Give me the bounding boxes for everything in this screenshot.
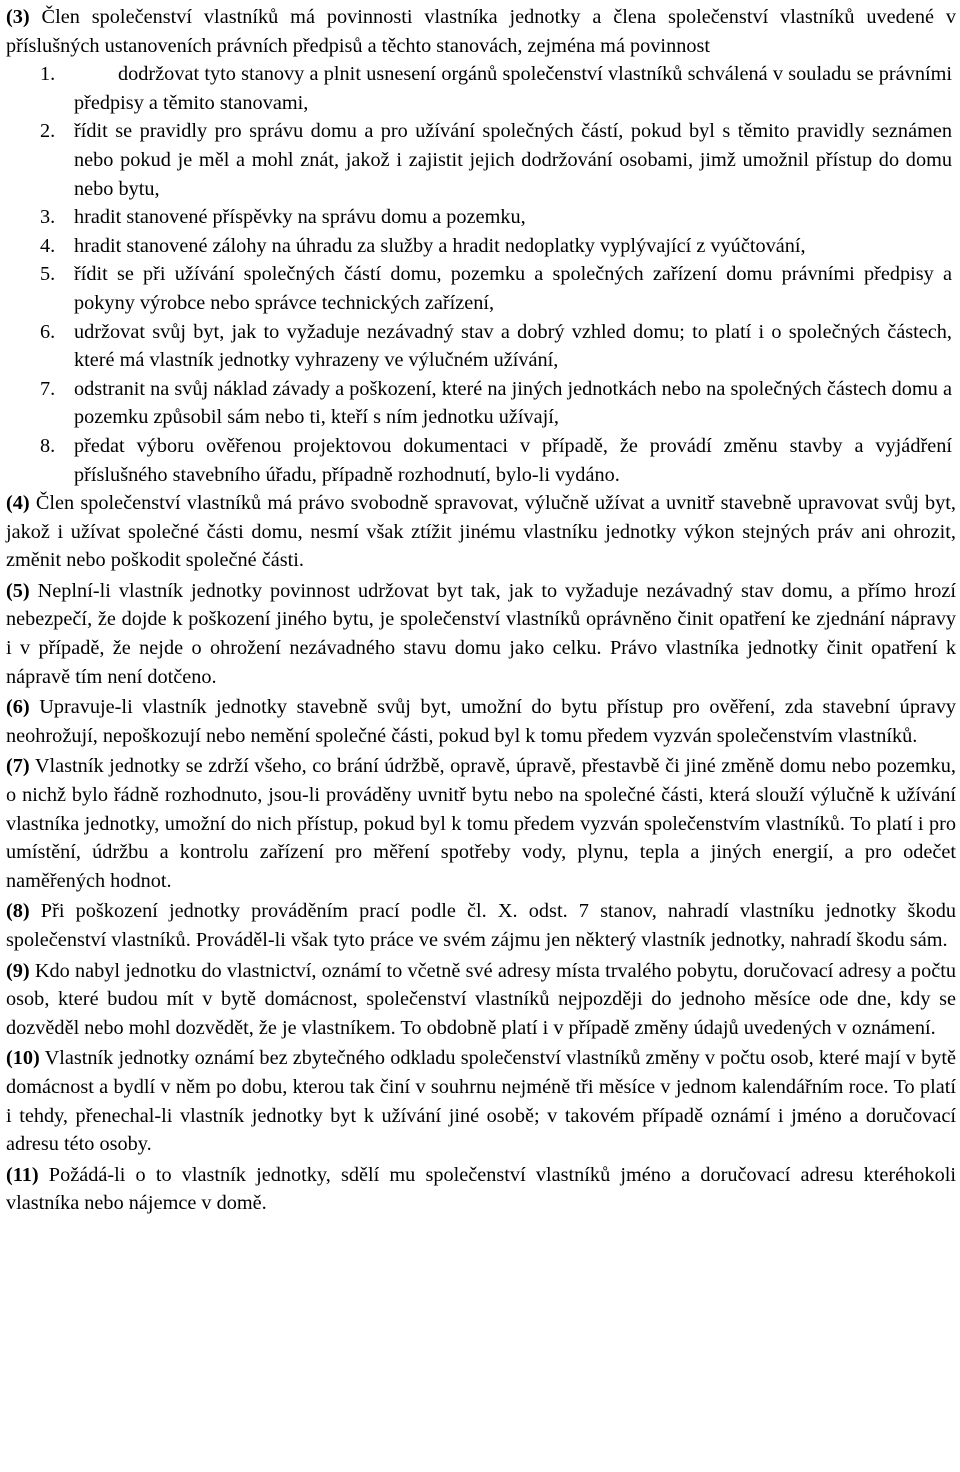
- list-item-6: [6, 318, 956, 375]
- paragraph-6: [6, 693, 956, 750]
- list-item-number: 5.: [40, 263, 56, 286]
- paragraph-10: [6, 1044, 956, 1158]
- list-item-text: řídit se při užívání společných částí domu, pozemku a společných zařízení domu právními předpisy a pokyny výrobce nebo správce technických zařízení,: [74, 263, 952, 314]
- paragraph-9: [6, 957, 956, 1043]
- list-item-text: odstranit na svůj náklad závady a poškození, které na jiných jednotkách nebo na společných částech domu a pozemku způsobil sám nebo ti, kteří s ním jednotku užívají,: [74, 377, 952, 429]
- list-item-number: 6.: [40, 320, 56, 343]
- list-item-number: 1.: [40, 63, 56, 86]
- paragraph-number: (6): [6, 696, 30, 719]
- paragraph-number: (9): [6, 959, 30, 982]
- paragraph-text: Při poškození jednotky prováděním prací podle čl. X. odst. 7 stanov, nahradí vlastníku jednotky škodu společenství vlastníků. Prováděl-li však tyto práce ve svém zájmu jen některý vlastník jednotky, nahradí škodu sám.: [6, 900, 956, 951]
- paragraph-5: [6, 577, 956, 691]
- paragraph-text: Upravuje-li vlastník jednotky stavebně svůj byt, umožní do bytu přístup pro ověření, zda stavební úpravy neohrožují, nepoškozují nebo nemění společné části, pokud byl k tomu předem vyzván společenstvím vlastníků.: [6, 696, 956, 747]
- list-item-text-content: dodržovat tyto stanovy a plnit usnesení orgánů společenství vlastníků schválená v souladu se právními předpisy a těmito stanovami,: [74, 63, 952, 114]
- list-item-2: [6, 117, 956, 203]
- obligations-list: [6, 60, 956, 489]
- list-item-number: 2.: [40, 120, 56, 143]
- list-item-7: [6, 375, 956, 432]
- paragraph-11: [6, 1161, 956, 1218]
- list-item-text: řídit se pravidly pro správu domu a pro užívání společných částí, pokud byl s těmito pravidly seznámen nebo pokud je měl a mohl znát, jakož i zajistit jejich dodržování osobami, jimž umožnil přístup do domu nebo bytu,: [74, 120, 952, 200]
- paragraph-3: [6, 3, 956, 60]
- list-item-number: 7.: [40, 377, 56, 400]
- list-item-number: 8.: [40, 434, 56, 457]
- paragraph-number: (7): [6, 755, 30, 778]
- list-item-text: hradit stanovené zálohy na úhradu za služby a hradit nedoplatky vyplývající z vyúčtování,: [74, 234, 806, 257]
- paragraph-text: Neplní-li vlastník jednotky povinnost udržovat byt tak, jak to vyžaduje nezávadný stav domu, a přímo hrozí nebezpečí, že dojde k poškození jiného bytu, je společenství vlastníků oprávněno činit opatření ke zjednání nápravy i v případě, že nejde o ohrožení nezávadného stavu domu jako celku. Právo vlastníka jednotky činit opatření k nápravě tím není dotčeno.: [6, 579, 956, 688]
- paragraph-8: [6, 897, 956, 954]
- list-item-4: [6, 232, 956, 261]
- paragraph-number: (8): [6, 900, 30, 923]
- list-item-1: [6, 60, 956, 117]
- paragraph-text: Vlastník jednotky oznámí bez zbytečného odkladu společenství vlastníků změny v počtu osob, které mají v bytě domácnost a bydlí v něm po dobu, kterou tak činí v souhrnu nejméně tři měsíce v jednom kalendářním roce. To platí i tehdy, přenechal-li vlastník jednotky byt k užívání jiné osobě; v takovém případě oznámí i jméno a doručovací adresu této osoby.: [6, 1047, 956, 1156]
- paragraph-number: (4): [6, 492, 30, 515]
- list-item-5: [6, 260, 956, 317]
- paragraph-text: Člen společenství vlastníků má povinnosti vlastníka jednotky a člena společenství vlastníků uvedené v příslušných ustanoveních právních předpisů a těchto stanovách, zejména má povinnost: [6, 6, 956, 57]
- paragraph-text: Člen společenství vlastníků má právo svobodně spravovat, výlučně užívat a uvnitř stavebně upravovat svůj byt, jakož i užívat společné části domu, nesmí však ztížit jinému vlastníku jednotky výkon stejných práv ani ohrozit, změnit nebo poškodit společné části.: [6, 492, 956, 572]
- list-item-number: 3.: [40, 206, 56, 229]
- paragraph-text: Vlastník jednotky se zdrží všeho, co brání údržbě, opravě, úpravě, přestavbě či jiné změně domu nebo pozemku, o nichž bylo řádně rozhodnuto, jsou-li prováděny uvnitř bytu nebo na společné části, která slouží výlučně k užívání vlastníka jednotky, umožní do nich přístup, pokud byl k tomu předem vyzván společenstvím vlastníků. To platí i pro umístění, údržbu a kontrolu zařízení pro měření spotřeby vody, plynu, tepla a jiných energií, a pro odečet naměřených hodnot.: [6, 755, 956, 892]
- list-item-3: [6, 203, 956, 232]
- list-item-text: hradit stanovené příspěvky na správu domu a pozemku,: [74, 206, 526, 229]
- paragraph-text: Kdo nabyl jednotku do vlastnictví, oznámí to včetně své adresy místa trvalého pobytu, doručovací adresy a počtu osob, které budou mít v bytě domácnost, společenství vlastníků nejpozději do jednoho měsíce ode dne, kdy se dozvěděl nebo mohl dozvědět, že je vlastníkem. To obdobně platí i v případě změny údajů uvedených v oznámení.: [6, 959, 956, 1039]
- list-item-number: 4.: [40, 234, 56, 257]
- list-item-text: udržovat svůj byt, jak to vyžaduje nezávadný stav a dobrý vzhled domu; to platí i o společných částech, které má vlastník jednotky vyhrazeny ve výlučném užívání,: [74, 320, 952, 372]
- paragraph-text: Požádá-li o to vlastník jednotky, sdělí mu společenství vlastníků jméno a doručovací adresu kteréhokoli vlastníka nebo nájemce v domě.: [6, 1163, 956, 1215]
- list-item-8: [6, 432, 956, 489]
- paragraph-4: [6, 489, 956, 575]
- paragraph-number: (11): [6, 1163, 39, 1186]
- list-item-text: předat výboru ověřenou projektovou dokumentaci v případě, že provádí změnu stavby a vyjádření příslušného stavebního úřadu, případně rozhodnutí, bylo-li vydáno.: [74, 434, 952, 486]
- paragraph-number: (10): [6, 1047, 40, 1070]
- paragraph-number: (5): [6, 579, 30, 602]
- list-item-text: [30, 60, 956, 117]
- paragraph-number: (3): [6, 6, 30, 28]
- paragraph-7: [6, 752, 956, 895]
